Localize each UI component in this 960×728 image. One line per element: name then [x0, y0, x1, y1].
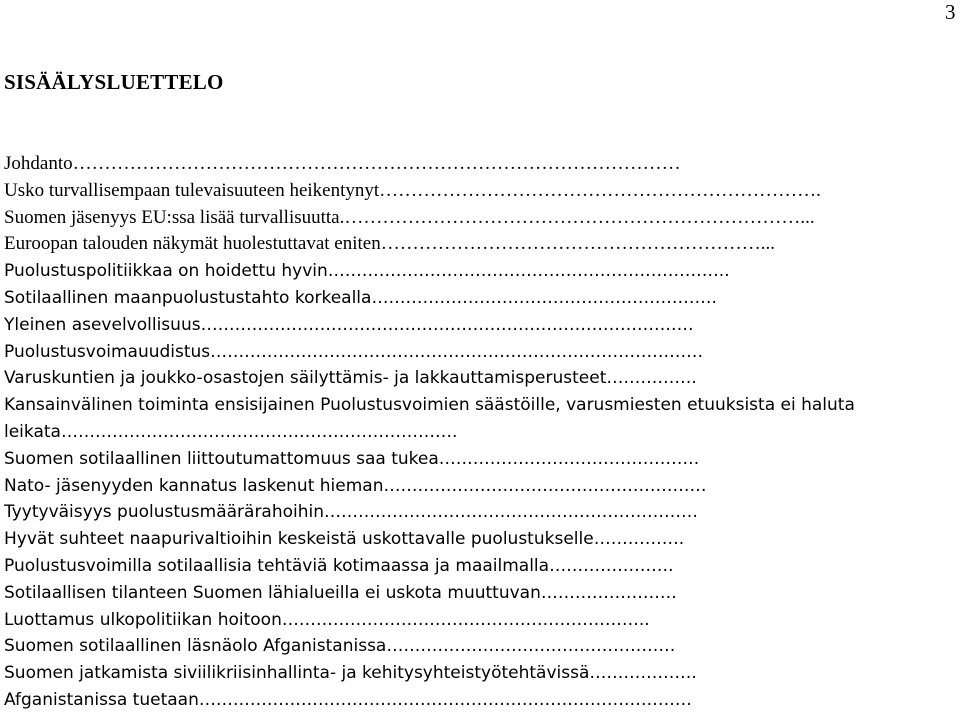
toc-leader-dots: ……………………………………….: [438, 448, 700, 469]
toc-entry-title: Usko turvallisempaan tulevaisuuteen heikentynyt: [4, 179, 380, 201]
toc-entry-title: Hyvät suhteet naapurivaltioihin keskeistä uskottavalle puolustukselle: [4, 529, 594, 550]
toc-entry: [4, 633, 954, 660]
toc-leader-dots: …………………………………………………………: [324, 502, 699, 523]
toc-leader-dots: ………………………………………………………..: [281, 609, 650, 630]
toc-leader-dots: ……………………………………………………...: [380, 233, 775, 255]
toc-entry: [4, 312, 954, 339]
toc-entry: [4, 178, 954, 205]
toc-entry-title: Sotilaallinen maanpuolustustahto korkealla: [4, 287, 372, 308]
toc-leader-dots: ……………………………………………………………………………: [198, 689, 692, 710]
page-title: SISÄÄLYSLUETTELO: [4, 70, 224, 94]
toc-entry-title: Suomen sotilaallinen liittoutumattomuus saa tukea: [4, 448, 439, 469]
toc-leader-dots: …………………………………………………….: [371, 287, 717, 308]
toc-leader-dots: ……………………………………………………………..: [327, 261, 730, 282]
toc-entry: [4, 526, 954, 553]
toc-entry: [4, 687, 954, 714]
toc-entry: [4, 660, 954, 687]
toc-entry-title: Suomen jäsenyys EU:ssa lisää turvallisuutta: [4, 206, 340, 228]
toc-entry-title: Tyytyväisyys puolustusmäärärahoihin: [4, 502, 325, 523]
toc-entry-title: Suomen sotilaallinen läsnäolo Afganistanissa: [4, 636, 387, 657]
toc-entry: [4, 553, 954, 580]
toc-leader-dots: …………….: [593, 529, 685, 550]
toc-leader-dots: ……………………………………………………………………………: [210, 341, 704, 362]
toc-entry-title: Euroopan talouden näkymät huolestuttavat eniten: [4, 233, 381, 255]
toc-entry: [4, 339, 954, 366]
toc-entry: [4, 392, 954, 446]
toc-entry-title: Afganistanissa tuetaan: [4, 689, 199, 710]
toc-leader-dots: …………………………………………………: [383, 475, 707, 496]
toc-entry-title: Varuskuntien ja joukko-osastojen säilyttämis- ja lakkauttamisperusteet: [4, 368, 607, 389]
toc-leader-dots: ………………….: [549, 555, 674, 576]
toc-entry-title: Suomen jatkamista siviilikriisinhallinta- ja kehitysyhteistyötehtävissä: [4, 663, 590, 684]
toc-leader-dots: …………………………………………………………….: [60, 421, 458, 442]
toc-leader-dots: .………………………………………………………………...: [339, 206, 815, 228]
toc-entry-title: Sotilaallisen tilanteen Suomen lähialueilla ei uskota muuttuvan: [4, 582, 541, 603]
toc-entry-title: Luottamus ulkopolitiikan hoitoon: [4, 609, 282, 630]
toc-entry-title: Kansainvälinen toiminta ensisijainen Puolustusvoimien säästöille, varusmiesten etuuksista ei haluta leikata: [4, 395, 855, 442]
toc-entry: [4, 285, 954, 312]
toc-entry: [4, 473, 954, 500]
toc-leader-dots: ……………………………………………………………………………: [200, 314, 694, 335]
toc-entry: [4, 151, 954, 178]
toc-entry: [4, 499, 954, 526]
toc-leader-dots: …………………………………………………………….: [379, 179, 821, 201]
toc-leader-dots: …………….: [606, 368, 697, 389]
toc-entry: [4, 205, 954, 232]
toc-leader-dots: ……………………………………………: [386, 636, 676, 657]
toc-entry-title: Yleinen asevelvollisuus: [4, 314, 201, 335]
toc-entry: [4, 607, 954, 634]
toc-entry: [4, 258, 954, 285]
toc-entry-title: Puolustusvoimauudistus: [4, 341, 211, 362]
toc-entry-title: Johdanto: [4, 153, 73, 174]
toc-leader-dots: ……………………: [540, 582, 677, 603]
table-of-contents: [4, 151, 954, 714]
toc-entry-title: Puolustusvoimilla sotilaallisia tehtäviä kotimaassa ja maailmalla: [4, 555, 550, 576]
toc-entry: [4, 231, 954, 258]
page-number: 3: [945, 0, 956, 24]
toc-entry: [4, 580, 954, 607]
toc-leader-dots: ……………….: [589, 663, 697, 684]
toc-entry-title: Puolustuspolitiikkaa on hoidettu hyvin: [4, 261, 328, 282]
toc-entry: [4, 365, 954, 392]
toc-entry-title: Nato- jäsenyyden kannatus laskenut hieman: [4, 475, 384, 496]
toc-entry: [4, 446, 954, 473]
toc-leader-dots: ……………………………………………………………………………………: [72, 153, 681, 174]
